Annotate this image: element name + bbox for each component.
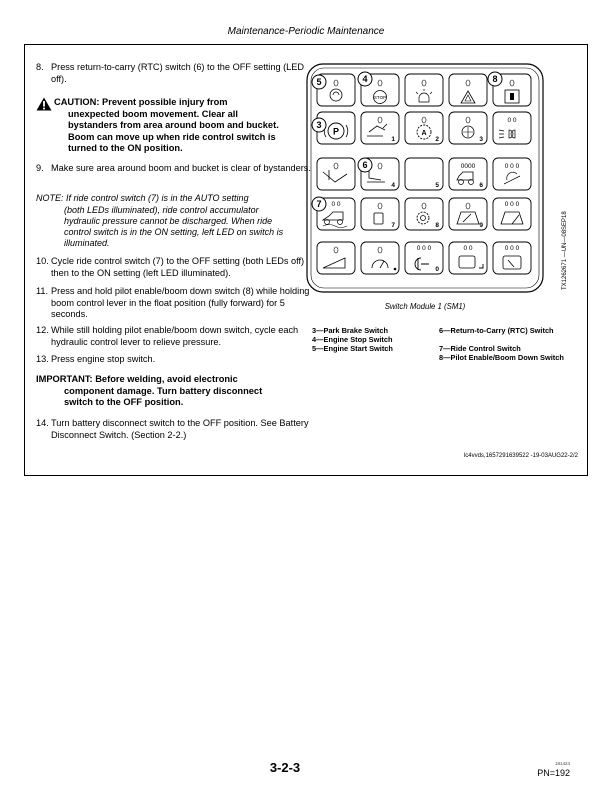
- key-number: 7: [391, 222, 395, 229]
- svg-text:0 0: 0 0: [507, 117, 517, 124]
- legend-item: 4—Engine Stop Switch: [312, 335, 393, 344]
- callout-7: [312, 197, 326, 211]
- legend-item: 7—Ride Control Switch: [439, 344, 521, 353]
- figure-caption: Switch Module 1 (SM1): [384, 302, 466, 311]
- step-text: Press engine stop switch.: [51, 354, 156, 364]
- lights-icon: [504, 172, 520, 184]
- key-row-3: [317, 158, 531, 190]
- key-number: 0: [435, 266, 439, 273]
- key-number: 5: [435, 182, 439, 189]
- led-indicator: [466, 203, 470, 209]
- svg-text:3: 3: [316, 120, 322, 131]
- led-indicator: [378, 117, 382, 123]
- svg-text:8: 8: [492, 74, 498, 85]
- led-indicator: [422, 80, 426, 86]
- led-indicator: [378, 80, 382, 86]
- key-number: 9: [479, 222, 483, 229]
- key-row-5: [317, 242, 531, 274]
- callout-8: [488, 72, 502, 86]
- washer-icon: [457, 212, 479, 224]
- led-indicator: [466, 80, 470, 86]
- step-text: Make sure area around boom and bucket is clear of bystanders.: [51, 163, 311, 173]
- caution-lead: CAUTION: Prevent possible injury from: [54, 97, 228, 107]
- document-reference: lc4vvds,1657291639522 -19-03AUG22-2/2: [463, 453, 578, 459]
- led-indicator: [510, 80, 514, 86]
- important-body: component damage. Turn battery disconnect switch to the OFF position.: [64, 385, 263, 407]
- boom-kickout-icon: [323, 170, 347, 182]
- svg-text:0000: 0000: [460, 163, 476, 170]
- legend-item: 5—Engine Start Switch: [312, 344, 393, 353]
- rear-wiper-icon: [503, 256, 521, 269]
- callout-4: [358, 72, 372, 86]
- footer-code: 181424: [554, 761, 570, 766]
- step-text: While still holding pilot enable/boom down switch, cycle each hydraulic control lever to relieve pressure.: [51, 325, 299, 347]
- svg-text:A: A: [421, 130, 427, 137]
- step-8: [36, 62, 316, 86]
- led-indicator: [378, 203, 382, 209]
- ride-control-icon: [323, 212, 343, 220]
- legend-item: 6—Return-to-Carry (RTC) Switch: [439, 326, 554, 335]
- speedometer-icon: [372, 260, 388, 268]
- step-11: [36, 286, 316, 322]
- svg-text:P: P: [332, 126, 340, 137]
- switch-module-figure: [305, 62, 545, 294]
- led-indicator: [378, 163, 382, 169]
- step-text: Press and hold pilot enable/boom down switch (8) while holding boom control lever in the float position (fully forward) for 5 seconds.: [51, 286, 310, 319]
- svg-text:5: 5: [316, 77, 322, 88]
- return-to-dig-icon: [367, 170, 385, 182]
- step-number: 8.: [36, 62, 44, 72]
- svg-text:0 0 0: 0 0 0: [504, 245, 520, 252]
- led-indicator: [466, 117, 470, 123]
- svg-text:0 0 0: 0 0 0: [504, 163, 520, 170]
- svg-text:0 0 0: 0 0 0: [416, 245, 432, 252]
- step-number: 10.: [36, 256, 49, 266]
- step-14: [36, 418, 316, 442]
- loader-icon: [457, 172, 473, 180]
- boom-height-icon: [367, 124, 387, 136]
- svg-text:6: 6: [362, 160, 368, 171]
- svg-text:7: 7: [316, 199, 322, 210]
- key-start-icon: [330, 89, 342, 101]
- step-12: [36, 325, 318, 349]
- svg-text:0 0: 0 0: [463, 245, 473, 252]
- step-text: Press return-to-carry (RTC) switch (6) to the OFF setting (LED off).: [51, 62, 305, 84]
- step-13: [36, 354, 316, 366]
- led-indicator: [334, 163, 338, 169]
- svg-text:0 0 0: 0 0 0: [504, 201, 520, 208]
- callout-3: [312, 118, 326, 132]
- rear-window-icon: [459, 256, 475, 268]
- step-number: 11.: [36, 286, 49, 296]
- svg-text:0 0: 0 0: [331, 201, 341, 208]
- ramp-icon: [323, 258, 345, 268]
- work-lights-icon: [499, 130, 515, 138]
- differential-lock-icon: [415, 258, 429, 270]
- stop-label: STOP: [373, 94, 387, 100]
- key-number: 3: [479, 136, 483, 143]
- key-row-4: [317, 198, 531, 230]
- warning-triangle-icon: [36, 97, 52, 111]
- step-number: 9.: [36, 163, 44, 173]
- key-number: 1: [391, 136, 395, 143]
- legend-item: 8—Pilot Enable/Boom Down Switch: [439, 353, 564, 362]
- led-indicator: [378, 247, 382, 253]
- page-number: 3-2-3: [269, 760, 301, 775]
- key-number: 6: [479, 182, 483, 189]
- step-number: 14.: [36, 418, 49, 428]
- note-body: (both LEDs illuminated), ride control accumulator hydraulic pressure cannot be discharged. When ride control switch is in the ON setting, left LED on switch is illuminated.: [64, 204, 284, 249]
- key-number: 2: [435, 136, 439, 143]
- step-10: [36, 256, 316, 280]
- fuel-icon: [374, 213, 383, 224]
- callout-5: [312, 75, 326, 89]
- step-9: [36, 163, 316, 187]
- step-number: 13.: [36, 354, 49, 364]
- led-indicator: [422, 203, 426, 209]
- key-number: 4: [391, 182, 395, 189]
- key-number: 8: [435, 222, 439, 229]
- svg-text:4: 4: [362, 74, 368, 85]
- beacon-icon: [416, 89, 432, 102]
- gear-icon: [417, 212, 429, 224]
- led-indicator: [422, 117, 426, 123]
- callout-6: [358, 158, 372, 172]
- caution-body: unexpected boom movement. Clear all bystanders from area around boom and bucket. Boom can move up when ride control switch is turned to the ON position.: [68, 108, 279, 153]
- key-row-2: [317, 112, 531, 144]
- step-text: Turn battery disconnect switch to the OFF position. See Battery Disconnect Switch. (Section 2-2.): [51, 418, 309, 440]
- page-header-title: Maintenance-Periodic Maintenance: [227, 26, 385, 37]
- important-lead: IMPORTANT: Before welding, avoid electronic: [36, 374, 238, 384]
- module-outer-bezel: [307, 64, 543, 292]
- figure-side-ref: TX1262671 —UN—08SEP18: [562, 211, 568, 290]
- led-indicator: [334, 80, 338, 86]
- legend-item: 3—Park Brake Switch: [312, 326, 389, 335]
- wiper-icon: [501, 212, 523, 224]
- led-indicator: [334, 247, 338, 253]
- step-number: 12.: [36, 325, 49, 335]
- part-number: PN=192: [537, 768, 570, 778]
- note-lead: NOTE: If ride control switch (7) is in the AUTO setting: [36, 193, 249, 203]
- step-text: Cycle ride control switch (7) to the OFF setting (both LEDs off) then to the ON setting (left LED illuminated).: [51, 256, 305, 278]
